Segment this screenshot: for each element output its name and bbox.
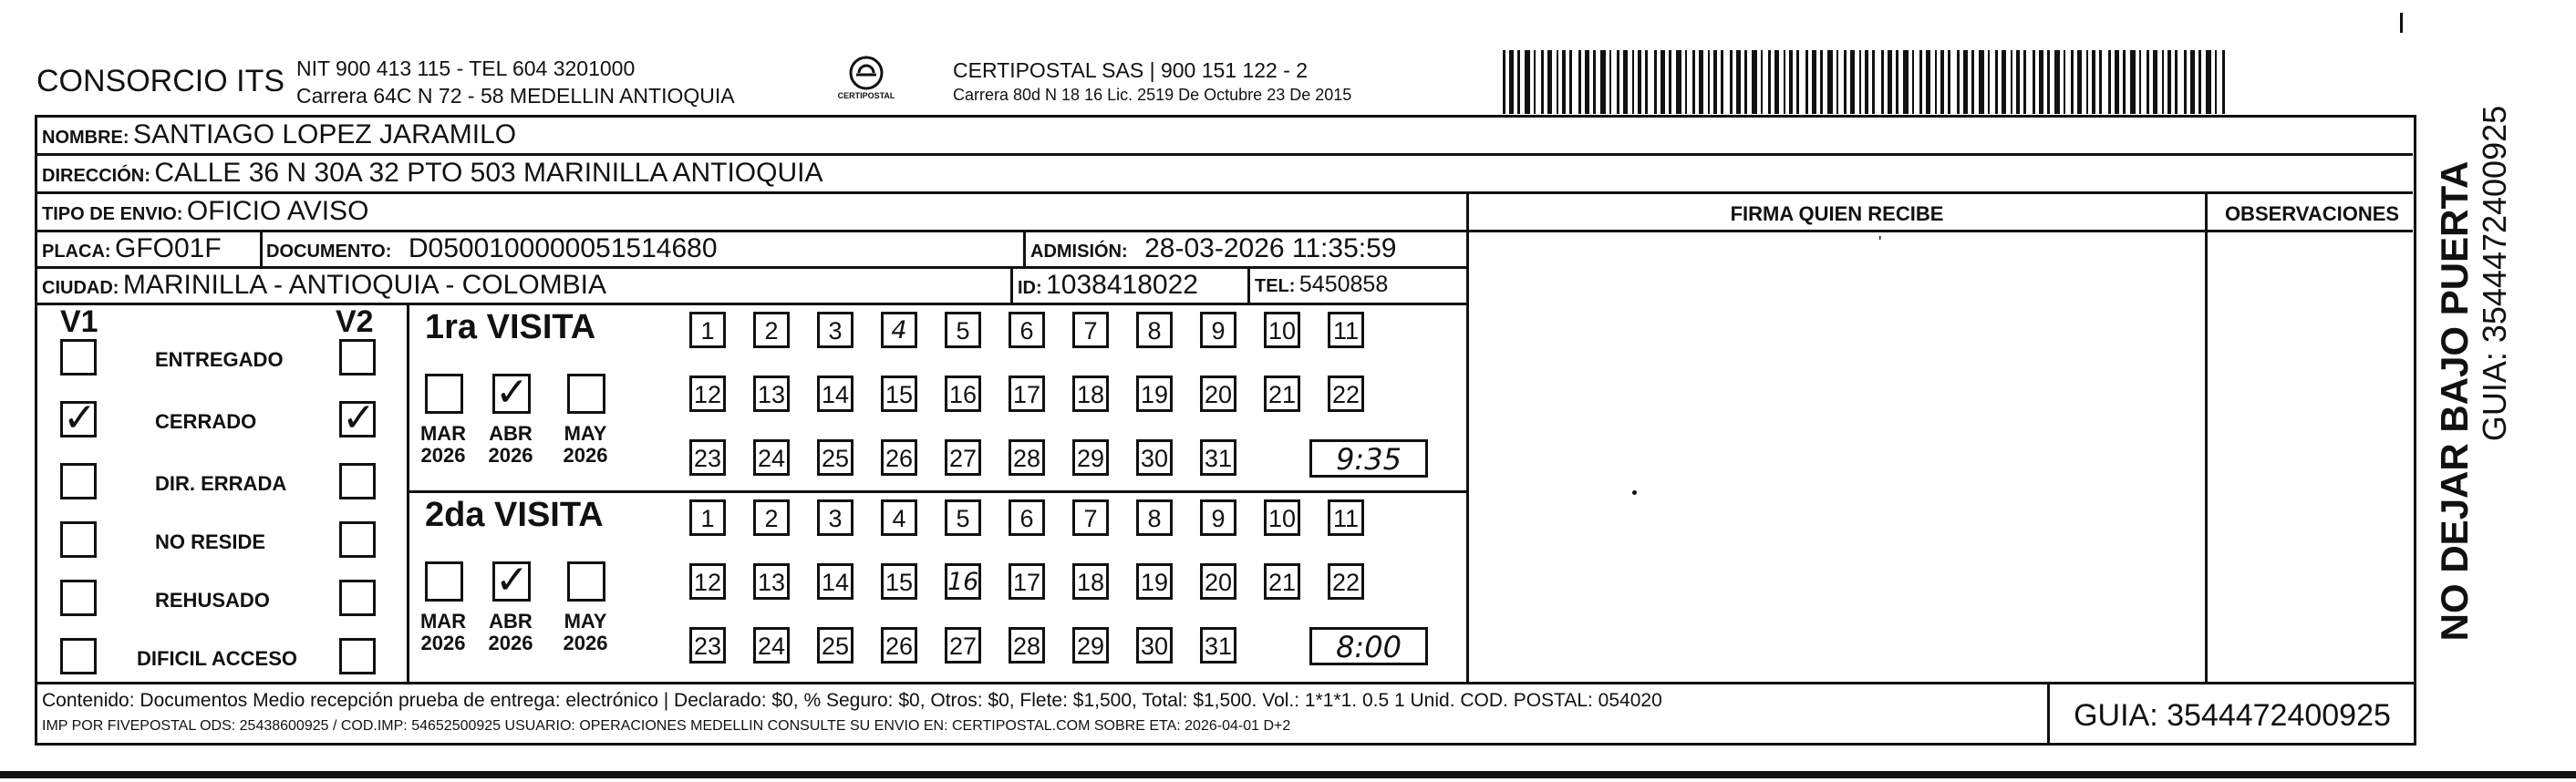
side-warning: NO DEJAR BAJO PUERTA <box>2433 160 2476 642</box>
day-box[interactable]: 22 <box>1328 563 1364 600</box>
day-box[interactable]: 22 <box>1328 376 1364 412</box>
day-box[interactable]: 30 <box>1136 627 1173 664</box>
barcode-bar <box>1836 50 1838 114</box>
barcode-bar <box>1971 50 1974 114</box>
day-box[interactable]: 16 <box>945 376 981 412</box>
barcode-bar <box>2206 50 2211 114</box>
barcode-bar <box>2184 50 2187 114</box>
day-box[interactable]: 20 <box>1200 563 1236 600</box>
barcode-bar <box>1844 50 1847 114</box>
month-name: ABR <box>489 610 533 633</box>
check-mark-icon: ✓ <box>495 557 529 603</box>
barcode-bar <box>1632 50 1634 114</box>
day-box[interactable]: 19 <box>1136 563 1173 600</box>
barcode-bar <box>2002 50 2006 114</box>
barcode-bar <box>1784 50 1785 114</box>
status-label: REHUSADO <box>155 589 270 612</box>
day-box[interactable]: 15 <box>881 563 917 600</box>
barcode-bar <box>2086 50 2088 114</box>
signature-dot <box>1632 490 1637 495</box>
admision-label: ADMISIÓN: <box>1030 242 1128 262</box>
v2-checkbox[interactable] <box>339 638 376 674</box>
barcode-bar <box>1872 50 1875 114</box>
day-box[interactable]: 24 <box>753 627 790 664</box>
firma-header: FIRMA QUIEN RECIBE <box>1730 202 1944 225</box>
barcode-bar <box>1988 50 1990 114</box>
day-box[interactable]: 12 <box>689 376 726 412</box>
day-box[interactable]: 18 <box>1072 376 1109 412</box>
day-box[interactable]: 19 <box>1136 376 1173 412</box>
barcode-bar <box>1805 50 1808 114</box>
barcode-bar <box>1935 50 1937 114</box>
day-box[interactable]: 30 <box>1136 439 1173 476</box>
id-value: 1038418022 <box>1046 270 1198 300</box>
admision-value: 28-03-2026 11:35:59 <box>1144 233 1397 263</box>
day-box[interactable]: 1 <box>689 499 726 536</box>
day-box[interactable]: 9 <box>1200 499 1236 536</box>
company-info-line-1: NIT 900 413 115 - TEL 604 3201000 <box>296 57 636 80</box>
v1-checkbox[interactable] <box>60 395 97 441</box>
footer-contenido: Contenido: Documentos Medio recepción prueba de entrega: electrónico | Declarado: $0, % Seguro: $0, Otros: $0, Flete: $1,500, Total: $1,500. Vol.: 1*1*1. 0.5 1 Unid. COD. POSTAL: 054020 <box>42 690 1662 711</box>
barcode-bar <box>2175 50 2178 114</box>
barcode-bar <box>1669 50 1671 114</box>
month-name: ABR <box>489 422 533 445</box>
visit-title: 1ra VISITA <box>425 308 596 346</box>
ciudad-cell <box>42 270 606 301</box>
month-checkbox[interactable] <box>492 369 531 416</box>
day-box[interactable]: 10 <box>1264 499 1300 536</box>
nombre-label: NOMBRE: <box>42 128 129 148</box>
check-mark-icon: ✓ <box>495 369 529 416</box>
barcode-bar <box>1713 50 1717 114</box>
day-box[interactable]: 27 <box>945 627 981 664</box>
barcode-bar <box>2167 50 2171 114</box>
barcode-bar <box>1699 50 1703 114</box>
barcode-bar <box>1525 50 1530 114</box>
month-label <box>483 423 538 467</box>
month-checkbox[interactable] <box>425 561 463 602</box>
day-box[interactable]: 16 <box>945 563 981 600</box>
day-box[interactable]: 28 <box>1009 439 1045 476</box>
day-box[interactable]: 4 <box>881 499 917 536</box>
barcode-bar <box>2222 50 2225 114</box>
barcode-bar <box>2033 50 2035 114</box>
barcode-bar <box>1865 50 1868 114</box>
day-box[interactable]: 29 <box>1072 439 1109 476</box>
direccion-value: CALLE 36 N 30A 32 PTO 503 MARINILLA ANTIOQUIA <box>154 158 823 188</box>
day-box[interactable]: 23 <box>689 627 726 664</box>
month-year: 2026 <box>420 444 466 467</box>
company-info-line-2: Carrera 64C N 72 - 58 MEDELLIN ANTIOQUIA <box>296 84 735 108</box>
nombre-row <box>42 119 516 150</box>
barcode-bar <box>1812 50 1816 114</box>
certipostal-line-2: Carrera 80d N 18 16 Lic. 2519 De Octubre 23 De 2015 <box>953 86 1352 104</box>
barcode-bar <box>2023 50 2026 114</box>
month-checkbox[interactable] <box>425 374 463 414</box>
day-box[interactable]: 21 <box>1264 563 1300 600</box>
tel-value: 5450858 <box>1298 272 1389 297</box>
day-box[interactable]: 31 <box>1200 627 1236 664</box>
day-box[interactable]: 11 <box>1328 312 1364 348</box>
check-mark-icon: ✓ <box>342 395 376 441</box>
v1-checkbox[interactable] <box>60 339 97 376</box>
ciudad-value: MARINILLA - ANTIOQUIA - COLOMBIA <box>122 270 607 300</box>
month-year: 2026 <box>488 632 533 654</box>
footer-guia: GUIA: 3544472400925 <box>2074 698 2391 733</box>
barcode-bar <box>2115 50 2119 114</box>
visit-title: 2da VISITA <box>425 496 604 534</box>
day-box[interactable]: 6 <box>1009 499 1045 536</box>
status-label: ENTREGADO <box>155 348 284 371</box>
barcode-bar <box>1685 50 1687 114</box>
barcode-bar <box>1503 50 1505 114</box>
barcode-bar <box>2198 50 2201 114</box>
placa-cell <box>42 233 222 264</box>
day-box[interactable]: 8 <box>1136 499 1173 536</box>
day-box[interactable]: 10 <box>1264 312 1300 348</box>
barcode-bar <box>1768 50 1771 114</box>
barcode-bar <box>2071 50 2074 114</box>
barcode-bar <box>1736 50 1741 114</box>
barcode-bar <box>1963 50 1968 114</box>
day-box[interactable]: 28 <box>1009 627 1045 664</box>
barcode-bar <box>2011 50 2012 114</box>
day-box[interactable]: 18 <box>1072 563 1109 600</box>
day-box[interactable]: 20 <box>1200 376 1236 412</box>
barcode-bar <box>2099 50 2102 114</box>
nombre-value: SANTIAGO LOPEZ JARAMILO <box>133 119 517 149</box>
day-box[interactable]: 17 <box>1009 376 1045 412</box>
day-box[interactable]: 9 <box>1200 312 1236 348</box>
bottom-edge <box>0 771 2576 778</box>
barcode-bar <box>1547 50 1552 114</box>
status-label: NO RESIDE <box>155 530 266 553</box>
barcode-bar <box>1730 50 1733 114</box>
tipo-envio-label: TIPO DE ENVIO: <box>42 204 183 224</box>
day-box[interactable]: 3 <box>817 312 853 348</box>
barcode-bar <box>1578 50 1581 114</box>
placa-value: GFO01F <box>115 233 222 263</box>
barcode-bar <box>1820 50 1823 114</box>
tipo-envio-value: OFICIO AVISO <box>186 196 369 226</box>
barcode-bar <box>1796 50 1799 114</box>
barcode-bar <box>1896 50 1898 114</box>
month-name: MAR <box>419 422 467 445</box>
day-box[interactable]: 11 <box>1328 499 1364 536</box>
month-label <box>558 611 613 654</box>
admision-cell <box>1030 233 1396 264</box>
logo-text: CERTIPOSTAL <box>837 91 895 100</box>
barcode-bar <box>1617 50 1619 114</box>
barcode-bar <box>1541 50 1544 114</box>
footer-imp: IMP POR FIVEPOSTAL ODS: 25438600925 / COD.IMP: 54652500925 USUARIO: OPERACIONES MEDELLIN CONSULTE SU ENVIO EN: CERTIPOSTAL.COM SOBRE ETA: 2026-04-01 D+2 <box>42 718 1291 734</box>
barcode-bar <box>1859 50 1861 114</box>
corner-mark <box>2400 13 2403 33</box>
barcode-bar <box>1509 50 1514 114</box>
month-checkbox[interactable] <box>492 557 531 603</box>
month-name: MAY <box>564 610 607 633</box>
barcode-bar <box>1623 50 1628 114</box>
barcode-bar <box>1569 50 1572 114</box>
barcode <box>1503 50 2232 114</box>
month-name: MAY <box>564 422 607 445</box>
id-cell <box>1018 270 1198 301</box>
status-label: DIR. ERRADA <box>155 472 287 495</box>
v1-checkbox[interactable] <box>60 463 97 499</box>
tel-label: TEL: <box>1255 276 1296 296</box>
v1-checkbox[interactable] <box>60 638 97 674</box>
day-box[interactable]: 14 <box>817 376 853 412</box>
barcode-bar <box>1881 50 1884 114</box>
barcode-bar <box>1562 50 1566 114</box>
barcode-bar <box>2054 50 2060 114</box>
ciudad-label: CIUDAD: <box>42 278 119 298</box>
day-box[interactable]: 5 <box>945 312 981 348</box>
day-box[interactable]: 21 <box>1264 376 1300 412</box>
barcode-bar <box>1708 50 1710 114</box>
barcode-bar <box>1774 50 1779 114</box>
v1-label: V1 <box>60 304 98 339</box>
day-box[interactable]: 26 <box>881 439 917 476</box>
barcode-bar <box>1517 50 1520 114</box>
barcode-bar <box>2147 50 2149 114</box>
v1-checkbox[interactable] <box>60 580 97 616</box>
barcode-bar <box>2047 50 2050 114</box>
barcode-bar <box>1593 50 1596 114</box>
month-checkbox[interactable] <box>567 561 605 602</box>
month-label <box>416 423 471 467</box>
day-box[interactable]: 27 <box>945 439 981 476</box>
v2-checkbox[interactable] <box>339 463 376 499</box>
barcode-bar <box>2092 50 2095 114</box>
barcode-bar <box>1940 50 1944 114</box>
placa-label: PLACA: <box>42 242 111 262</box>
month-year: 2026 <box>563 444 608 467</box>
v1-checkbox[interactable] <box>60 521 97 558</box>
v2-checkbox[interactable] <box>339 521 376 558</box>
v2-checkbox[interactable] <box>339 580 376 616</box>
month-label <box>416 611 471 654</box>
barcode-bar <box>1979 50 1984 114</box>
month-checkbox[interactable] <box>567 374 605 414</box>
day-box[interactable]: 25 <box>817 627 853 664</box>
barcode-bar <box>1557 50 1558 114</box>
barcode-bar <box>1585 50 1589 114</box>
day-box[interactable]: 31 <box>1200 439 1236 476</box>
day-box[interactable]: 6 <box>1009 312 1045 348</box>
status-label: CERRADO <box>155 410 257 433</box>
day-box[interactable]: 15 <box>881 376 917 412</box>
direccion-row <box>42 158 822 189</box>
barcode-bar <box>2139 50 2141 114</box>
barcode-bar <box>2123 50 2126 114</box>
barcode-bar <box>1600 50 1606 114</box>
barcode-bar <box>1692 50 1695 114</box>
day-box[interactable]: 29 <box>1072 627 1109 664</box>
visit-time[interactable]: 8:00 <box>1309 627 1428 665</box>
id-label: ID: <box>1018 278 1042 298</box>
barcode-bar <box>2108 50 2111 114</box>
day-box[interactable]: 24 <box>753 439 790 476</box>
barcode-bar <box>2077 50 2082 114</box>
barcode-bar <box>1827 50 1833 114</box>
month-label <box>558 423 613 467</box>
barcode-bar <box>2016 50 2020 114</box>
barcode-bar <box>2153 50 2157 114</box>
tipo-envio-row <box>42 196 368 227</box>
barcode-bar <box>1850 50 1855 114</box>
documento-value: D0500100000051514680 <box>408 233 718 263</box>
tel-cell <box>1255 272 1388 298</box>
barcode-bar <box>1789 50 1793 114</box>
barcode-bar <box>2215 50 2217 114</box>
barcode-bar <box>1912 50 1914 114</box>
company-name: CONSORCIO ITS <box>36 64 285 98</box>
barcode-bar <box>1645 50 1648 114</box>
barcode-bar <box>1654 50 1657 114</box>
barcode-bar <box>1721 50 1723 114</box>
month-label <box>483 611 538 654</box>
barcode-bar <box>1660 50 1665 114</box>
day-box[interactable]: 23 <box>689 439 726 476</box>
month-year: 2026 <box>420 632 466 654</box>
day-box[interactable]: 8 <box>1136 312 1173 348</box>
month-name: MAR <box>419 610 467 633</box>
signature-mark: ' <box>1878 233 1882 252</box>
v2-checkbox[interactable] <box>339 395 376 441</box>
day-box[interactable]: 3 <box>817 499 853 536</box>
day-box[interactable]: 12 <box>689 563 726 600</box>
day-box[interactable]: 13 <box>753 376 790 412</box>
barcode-bar <box>1609 50 1611 114</box>
barcode-bar <box>2039 50 2043 114</box>
barcode-bar <box>2064 50 2065 114</box>
barcode-bar <box>2162 50 2164 114</box>
day-box[interactable]: 25 <box>817 439 853 476</box>
barcode-bar <box>1676 50 1681 114</box>
barcode-bar <box>1638 50 1641 114</box>
barcode-bar <box>1948 50 1950 114</box>
barcode-bar <box>1888 50 1892 114</box>
barcode-bar <box>1919 50 1922 114</box>
day-box[interactable]: 2 <box>753 312 790 348</box>
barcode-bar <box>1534 50 1536 114</box>
side-guia: GUIA: 3544472400925 <box>2476 105 2513 442</box>
barcode-bar <box>1995 50 1998 114</box>
barcode-bar <box>2190 50 2195 114</box>
day-box[interactable]: 17 <box>1009 563 1045 600</box>
barcode-bar <box>1926 50 1930 114</box>
certipostal-logo <box>834 53 898 108</box>
barcode-bar <box>2130 50 2136 114</box>
day-box[interactable]: 2 <box>753 499 790 536</box>
barcode-bar <box>1744 50 1747 114</box>
day-box[interactable]: 7 <box>1072 499 1109 536</box>
day-box[interactable]: 7 <box>1072 312 1109 348</box>
day-box[interactable]: 13 <box>753 563 790 600</box>
v2-checkbox[interactable] <box>339 339 376 376</box>
v2-label: V2 <box>336 304 374 339</box>
barcode-bar <box>1957 50 1960 114</box>
certipostal-line-1: CERTIPOSTAL SAS | 900 151 122 - 2 <box>953 58 1309 82</box>
status-label: DIFICIL ACCESO <box>137 647 298 670</box>
day-box[interactable]: 14 <box>817 563 853 600</box>
check-mark-icon: ✓ <box>63 395 97 441</box>
month-year: 2026 <box>563 632 608 654</box>
barcode-bar <box>1752 50 1757 114</box>
direccion-label: DIRECCIÓN: <box>42 166 150 186</box>
documento-label: DOCUMENTO: <box>266 242 392 262</box>
barcode-bar <box>1761 50 1763 114</box>
documento-cell <box>266 233 718 264</box>
day-box[interactable]: 1 <box>689 312 726 348</box>
observaciones-header: OBSERVACIONES <box>2224 202 2400 225</box>
day-box[interactable]: 26 <box>881 627 917 664</box>
day-box[interactable]: 4 <box>881 312 917 348</box>
visit-time[interactable]: 9:35 <box>1309 439 1428 478</box>
month-year: 2026 <box>488 444 533 467</box>
day-box[interactable]: 5 <box>945 499 981 536</box>
barcode-bar <box>1903 50 1909 114</box>
